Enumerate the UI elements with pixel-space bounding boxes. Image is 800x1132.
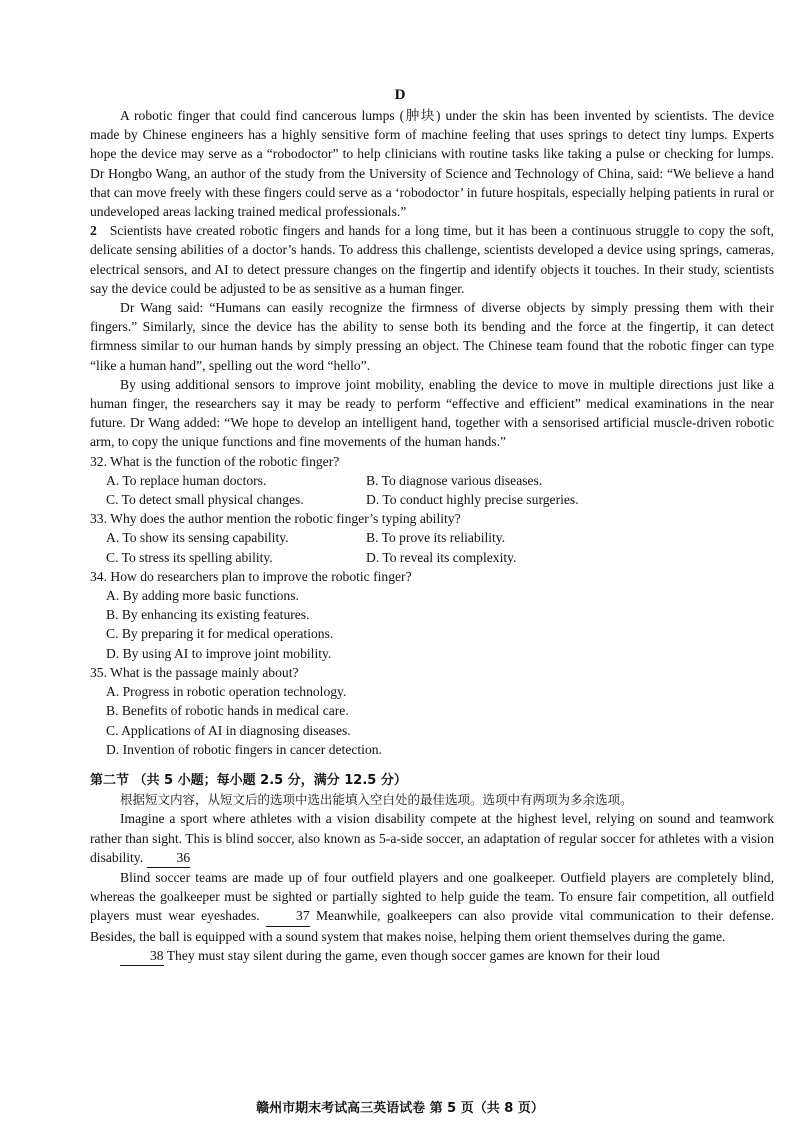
option-b[interactable]: B. To prove its reliability. xyxy=(366,530,506,546)
passage-paragraph-2 xyxy=(90,221,774,298)
option-a[interactable]: A. To show its sensing capability. xyxy=(106,530,289,546)
option-a[interactable]: A. By adding more basic functions. xyxy=(106,588,299,604)
option-d[interactable]: D. To conduct highly precise surgeries. xyxy=(366,492,579,508)
question-35 xyxy=(90,663,774,759)
passage-paragraph-1: A robotic finger that could find cancerous lumps (肿块) under the skin has been invented by scientists. The device made by Chinese engineers has a highly sensitive form of machine feeling that uses springs to detect tiny lumps. Experts hope the device may serve as a “robodoctor” to help clinicians with routine tasks like taking a pulse or checking for lumps. Dr Hongbo Wang, an author of the study from the University of Science and Technology of China, said: “We believe a hand that can move freely with these fingers could serve as a ‘robodoctor’ in future hospitals, especially helping patients in rural or undeveloped areas lacking trained medical professionals.” xyxy=(90,108,774,220)
passage-paragraph-3: Dr Wang said: “Humans can easily recognize the firmness of diverse objects by simply pressing them with their fingers.” Similarly, since the device has the ability to sense both its bending and the force at the fingertip, it can detect firmness similar to our human hands by simply pressing an object. The Chinese team found that the robotic finger can type “like a human hand”, spelling out the word “hello”. xyxy=(90,300,774,373)
cloze-paragraph-2a-text: Blind soccer teams are made up of four outfield players and one goalkeeper. Outfield players are completely blind, whereas the goalkeeper must be sighted or partially sighted to help guide the team. To ensure fair competition, all outfield players must wear eyeshades. xyxy=(90,869,774,924)
section-instruction: 根据短文内容，从短文后的选项中选出能填入空白处的最佳选项。选项中有两项为多余选项。 xyxy=(120,792,633,808)
cloze-paragraph-3 xyxy=(90,946,774,966)
option-c[interactable]: C. Applications of AI in diagnosing diseases. xyxy=(106,722,351,738)
question-options xyxy=(90,528,774,566)
passage-paragraph-4: By using additional sensors to improve joint mobility, enabling the device to move in multiple directions just like a human finger, the researchers say it may be ready to perform “effective and efficient” medical examinations in the near future. Dr Wang added: “We hope to develop an intelligent hand, together with a sensorised artificial muscle-driven robotic arm, to copy the unique functions and fine movements of the human hands.” xyxy=(90,376,774,450)
option-c[interactable]: C. To detect small physical changes. xyxy=(106,492,304,508)
page-footer: 赣州市期末考试高三英语试卷 第 5 页（共 8 页） xyxy=(256,1101,544,1116)
blank-38[interactable]: 38 xyxy=(120,946,164,966)
question-33 xyxy=(90,509,774,567)
question-stem: 33. Why does the author mention the robotic finger’s typing ability? xyxy=(90,511,461,527)
cloze-paragraph-1-text: Imagine a sport where athletes with a vision disability compete at the highest level, relying on sound and teamwork rather than sight. This is blind soccer, also known as 5-a-side soccer, an adaptation of regular soccer for athletes with a vision disability. xyxy=(90,811,774,865)
handwritten-mark: 2 xyxy=(90,223,97,239)
option-b[interactable]: B. By enhancing its existing features. xyxy=(106,607,310,623)
option-d[interactable]: D. Invention of robotic fingers in cancer detection. xyxy=(106,741,382,757)
question-stem: 34. How do researchers plan to improve the robotic finger? xyxy=(90,568,412,584)
question-options xyxy=(90,471,774,509)
option-b[interactable]: B. Benefits of robotic hands in medical care. xyxy=(106,703,349,719)
option-a[interactable]: A. Progress in robotic operation technology. xyxy=(106,684,347,700)
question-32 xyxy=(90,452,774,510)
option-b[interactable]: B. To diagnose various diseases. xyxy=(366,472,543,488)
option-a[interactable]: A. To replace human doctors. xyxy=(106,472,267,488)
passage-letter: D xyxy=(394,87,406,103)
cloze-paragraph-2 xyxy=(90,868,774,946)
exam-body xyxy=(90,106,774,966)
section-heading: 第二节 （共 5 小题；每小题 2.5 分，满分 12.5 分） xyxy=(90,772,407,788)
option-d[interactable]: D. By using AI to improve joint mobility. xyxy=(106,645,332,661)
question-stem: 32. What is the function of the robotic finger? xyxy=(90,453,340,469)
cloze-paragraph-1 xyxy=(90,809,774,868)
question-options xyxy=(90,682,774,759)
cloze-paragraph-2b-text: Meanwhile, goalkeepers can also provide vital communication to their defense. Besides, the ball is equipped with a sound system that makes noise, helping them orient themselves during the game. xyxy=(90,908,774,944)
option-c[interactable]: C. To stress its spelling ability. xyxy=(106,549,273,565)
cloze-paragraph-3-text: They must stay silent during the game, even though soccer games are known for their loud xyxy=(166,947,660,963)
blank-37[interactable]: 37 xyxy=(266,906,310,926)
passage-paragraph-2-text: Scientists have created robotic fingers and hands for a long time, but it has been a continuous struggle to copy the soft, delicate sensing abilities of a doctor’s hands. To address this challenge, scientists developed a device using springs, cameras, electrical sensors, and AI to detect pressure changes on the fingertip and identify objects it touches. In their study, scientists say the device could be adjusted to be as sensitive as a human finger. xyxy=(90,223,774,296)
blank-36[interactable]: 36 xyxy=(147,848,191,868)
option-c[interactable]: C. By preparing it for medical operations. xyxy=(106,626,334,642)
option-d[interactable]: D. To reveal its complexity. xyxy=(366,549,517,565)
question-options xyxy=(90,586,774,663)
question-34 xyxy=(90,567,774,663)
question-stem: 35. What is the passage mainly about? xyxy=(90,664,299,680)
